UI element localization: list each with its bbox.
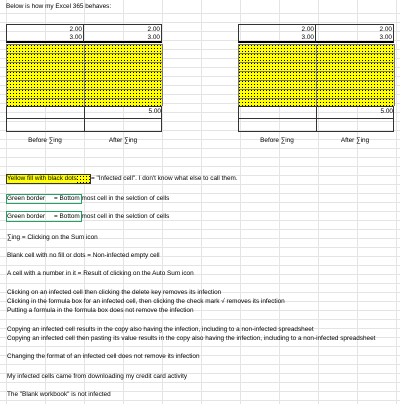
gridline-row: [0, 247, 400, 248]
left-sum-result[interactable]: 5.00: [148, 108, 161, 115]
gridline-row: [0, 148, 400, 149]
intro-text: Below is how my Excel 365 behaves:: [6, 3, 112, 10]
note-5: Copying an infected cell then pasting its value results in the copy also having the infection, including to a non-infected spreadsheet: [7, 335, 376, 342]
legend-blank-line: Blank cell with no fill or dots = Non-infected empty cell: [7, 252, 160, 259]
gridline-row: [0, 157, 400, 158]
infected-col-border: [162, 44, 163, 106]
infected-col-border: [316, 44, 317, 106]
gridline-row: [0, 346, 400, 347]
gridline-col: [396, 0, 397, 404]
left-after-caption: After ∑ing: [108, 137, 138, 144]
legend-yellow-desc: = "Infected cell". I don't know what else to call them.: [91, 175, 238, 182]
infected-col-border: [394, 44, 395, 106]
right-after-cell-1[interactable]: 2.00: [316, 24, 394, 34]
gridline-row: [0, 283, 400, 284]
gridline-row: [0, 265, 400, 266]
note-2: Clicking in the formula box for an infected cell, then clicking the check mark √ removes its infection: [7, 298, 285, 305]
legend-green-label-2: Green border: [7, 213, 46, 220]
left-before-cell-1[interactable]: 2.00: [6, 24, 84, 34]
right-sum-result[interactable]: 5.00: [380, 108, 393, 115]
legend-number-line: A cell with a number in it = Result of clicking on the Auto Sum icon: [7, 270, 194, 277]
legend-yellow-label: Yellow fill with black dots: [7, 175, 77, 182]
note-8: The "Blank workbook" is not infected: [7, 391, 111, 398]
note-1: Clicking on an infected cell then clicking the delete key removes its infection: [7, 289, 222, 296]
gridline-row: [0, 22, 400, 23]
note-4: Copying an infected cell results in the copy also having the infection, including to a non-infected spreadsheet: [7, 326, 314, 333]
left-after-cell-2[interactable]: 3.00: [84, 33, 162, 43]
gridline-row: [0, 400, 400, 401]
infected-col-border: [6, 44, 7, 106]
gridline-row: [0, 229, 400, 230]
left-before-caption: Before ∑ing: [28, 137, 62, 144]
gridline-row: [0, 184, 400, 185]
gridline-col: [201, 0, 202, 404]
left-after-cell-1[interactable]: 2.00: [84, 24, 162, 34]
gridline-row: [0, 319, 400, 320]
legend-green-label-1: Green border: [7, 195, 46, 202]
right-after-cell-2[interactable]: 3.00: [316, 33, 394, 43]
right-before-cell-1[interactable]: 2.00: [238, 24, 316, 34]
legend-green-desc-2: = Bottom most cell in the selction of cells: [54, 213, 170, 220]
note-3: Putting a formula in the formula box does not remove the infection: [7, 307, 194, 314]
right-divider: [316, 106, 317, 132]
right-after-caption: After ∑ing: [340, 137, 370, 144]
left-before-cell-2[interactable]: 3.00: [6, 33, 84, 43]
gridline-row: [0, 364, 400, 365]
note-7: My infected cells came from downloading my credit card activity: [7, 373, 188, 380]
gridline-row: [0, 166, 400, 167]
left-divider: [84, 106, 85, 132]
right-before-cell-2[interactable]: 3.00: [238, 33, 316, 43]
infected-col-border: [84, 44, 85, 106]
gridline-row: [0, 382, 400, 383]
right-before-caption: Before ∑ing: [260, 137, 294, 144]
legend-green-desc-1: = Bottom most cell in the selction of cells: [54, 195, 170, 202]
legend-sum-line: ∑ing = Clicking on the Sum icon: [7, 234, 98, 241]
note-6: Changing the format of an infected cell does not remove its infection: [7, 353, 200, 360]
infected-col-border: [238, 44, 239, 106]
gridline-row: [0, 13, 400, 14]
